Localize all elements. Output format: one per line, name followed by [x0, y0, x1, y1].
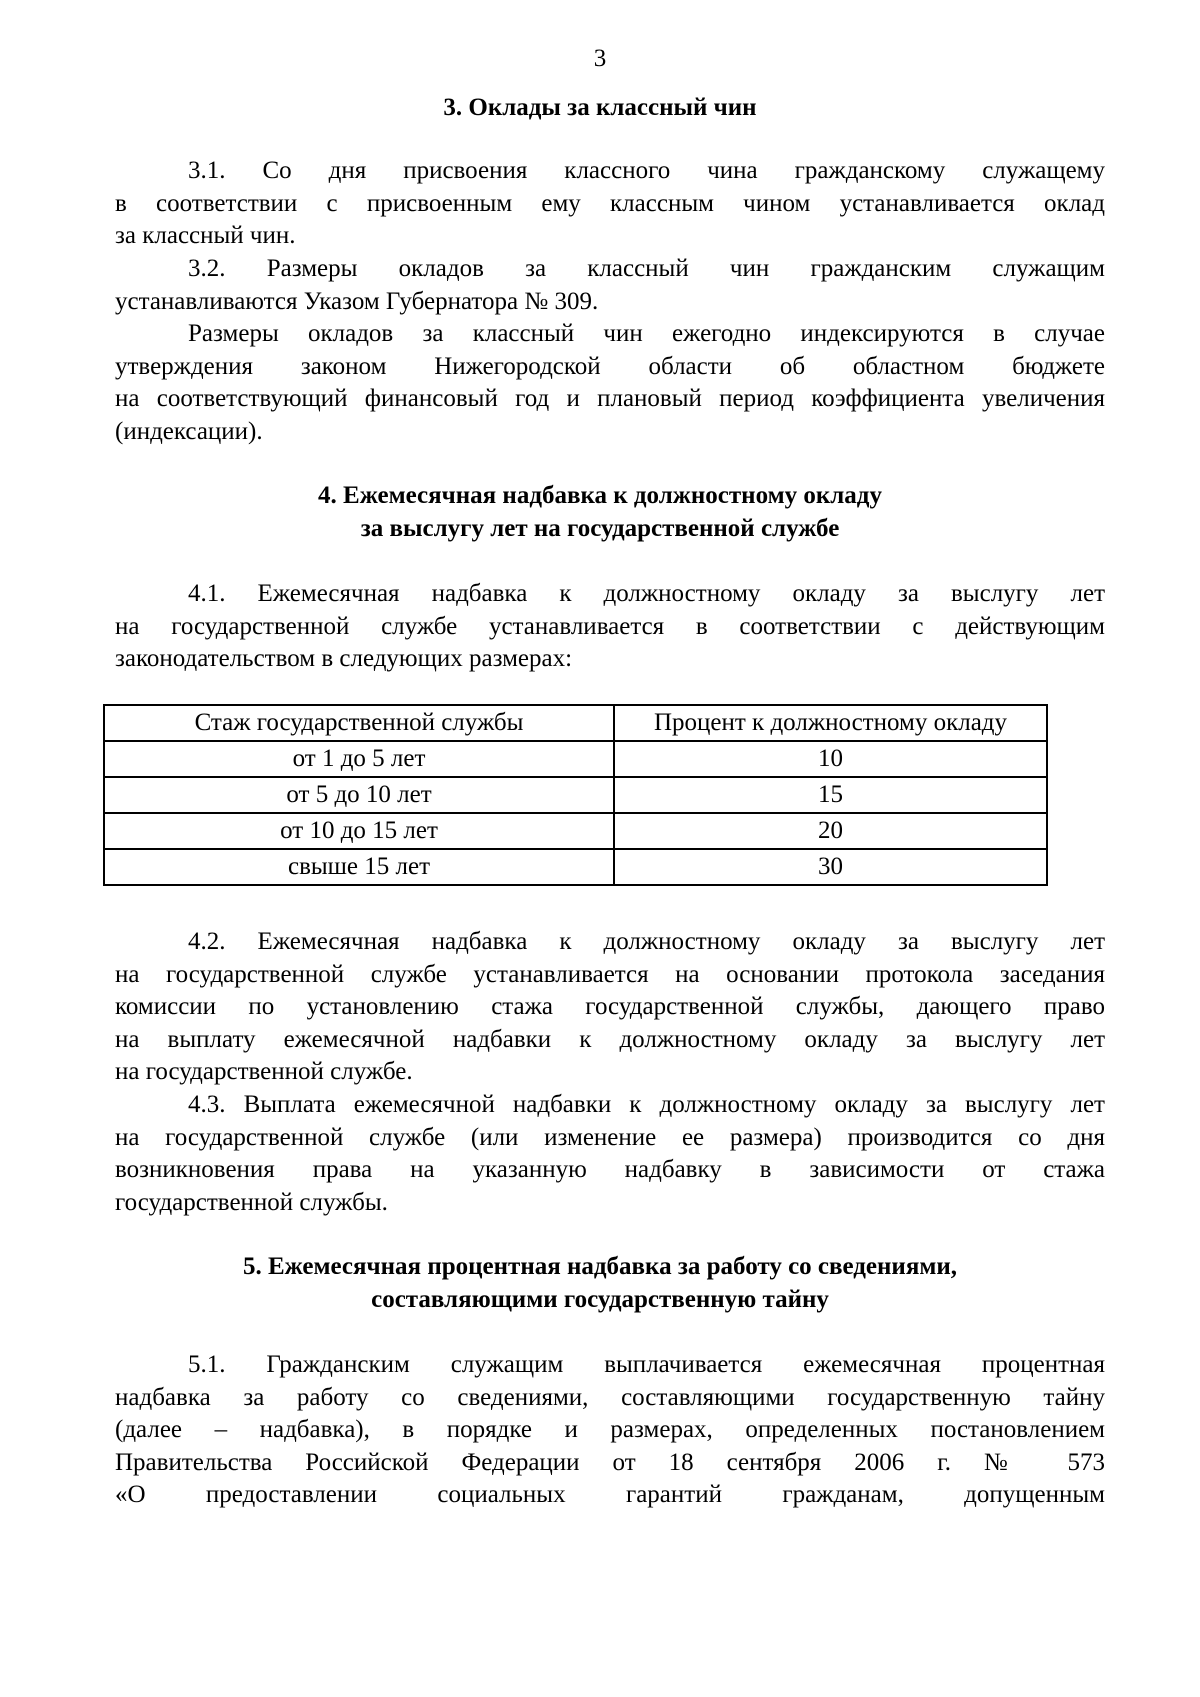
text-line: (индексации). — [115, 417, 263, 445]
text-line: комиссии по установлению стажа государственной службы, дающего право — [115, 993, 1105, 1020]
table-cell-stazh: от 5 до 10 лет — [104, 777, 614, 813]
text-line: возникновения права на указанную надбавку в зависимости от стажа — [115, 1156, 1105, 1183]
text-line: Размеры окладов за классный чин ежегодно индексируются в случае — [188, 320, 1105, 347]
table-cell-percent: 30 — [614, 849, 1047, 885]
paragraph-3-3 — [115, 318, 1105, 448]
table-row — [104, 777, 1047, 813]
text-line: в соответствии с присвоенным ему классным чином устанавливается оклад — [115, 189, 1105, 217]
text-line: за классный чин. — [115, 222, 296, 249]
text-line: устанавливаются Указом Губернатора № 309. — [115, 287, 599, 315]
service-length-table — [103, 704, 1048, 886]
paragraph-3-2 — [115, 253, 1105, 318]
table-cell-stazh: от 10 до 15 лет — [104, 813, 614, 849]
text-line: надбавка за работу со сведениями, составляющими государственную тайну — [115, 1383, 1105, 1411]
table-row — [104, 741, 1047, 777]
table-header-stazh: Стаж государственной службы — [104, 705, 614, 741]
text-line: на государственной службе. — [115, 1058, 413, 1085]
paragraph-4-1 — [115, 578, 1105, 676]
section-4-heading-line-2: за выслугу лет на государственной службе — [360, 514, 840, 542]
section-5-heading — [0, 1251, 1200, 1316]
text-line: 3.2. Размеры окладов за классный чин гражданским служащим — [188, 255, 1105, 282]
text-line: 3.1. Со дня присвоения классного чина гражданскому служащему — [188, 157, 1105, 184]
text-line: 5.1. Гражданским служащим выплачивается ежемесячная процентная — [188, 1351, 1105, 1378]
section-4-heading-line-1: 4. Ежемесячная надбавка к должностному окладу — [318, 482, 882, 509]
text-line: на государственной службе устанавливается в соответствии с действующим — [115, 612, 1105, 640]
paragraph-4-2 — [115, 926, 1105, 1089]
text-line: законодательством в следующих размерах: — [115, 645, 573, 672]
paragraph-5-1 — [115, 1349, 1105, 1512]
section-4-heading — [0, 480, 1200, 545]
table-cell-percent: 15 — [614, 777, 1047, 813]
text-line: (далее – надбавка), в порядке и размерах, определенных постановлением — [115, 1416, 1105, 1443]
table-row — [104, 813, 1047, 849]
section-5-heading-line-1: 5. Ежемесячная процентная надбавка за работу со сведениями, — [242, 1253, 958, 1280]
text-line: на соответствующий финансовый год и плановый период коэффициента увеличения — [115, 385, 1105, 412]
table-row — [104, 849, 1047, 885]
page-number: 3 — [593, 45, 607, 72]
table-cell-stazh: свыше 15 лет — [104, 849, 614, 885]
text-line: 4.1. Ежемесячная надбавка к должностному окладу за выслугу лет — [188, 580, 1105, 607]
text-line: на государственной службе устанавливается на основании протокола заседания — [115, 960, 1105, 988]
text-line: Правительства Российской Федерации от 18 сентября 2006 г. № 573 — [115, 1448, 1105, 1476]
table-cell-percent: 20 — [614, 813, 1047, 849]
table-cell-stazh: от 1 до 5 лет — [104, 741, 614, 777]
table-header-row — [104, 705, 1047, 741]
table-header-percent: Процент к должностному окладу — [614, 705, 1047, 741]
table-cell-percent: 10 — [614, 741, 1047, 777]
text-line: 4.2. Ежемесячная надбавка к должностному окладу за выслугу лет — [188, 928, 1105, 955]
text-line: утверждения законом Нижегородской области об областном бюджете — [115, 352, 1105, 380]
section-5-heading-line-2: составляющими государственную тайну — [371, 1285, 829, 1313]
section-3-heading: 3. Оклады за классный чин — [443, 94, 757, 121]
text-line: государственной службы. — [115, 1188, 388, 1216]
text-line: на государственной службе (или изменение ее размера) производится со дня — [115, 1123, 1105, 1151]
text-line: «О предоставлении социальных гарантий гражданам, допущенным — [115, 1481, 1105, 1508]
text-line: 4.3. Выплата ежемесячной надбавки к должностному окладу за выслугу лет — [188, 1091, 1105, 1118]
paragraph-3-1 — [115, 155, 1105, 253]
paragraph-4-3 — [115, 1089, 1105, 1219]
text-line: на выплату ежемесячной надбавки к должностному окладу за выслугу лет — [115, 1025, 1105, 1053]
